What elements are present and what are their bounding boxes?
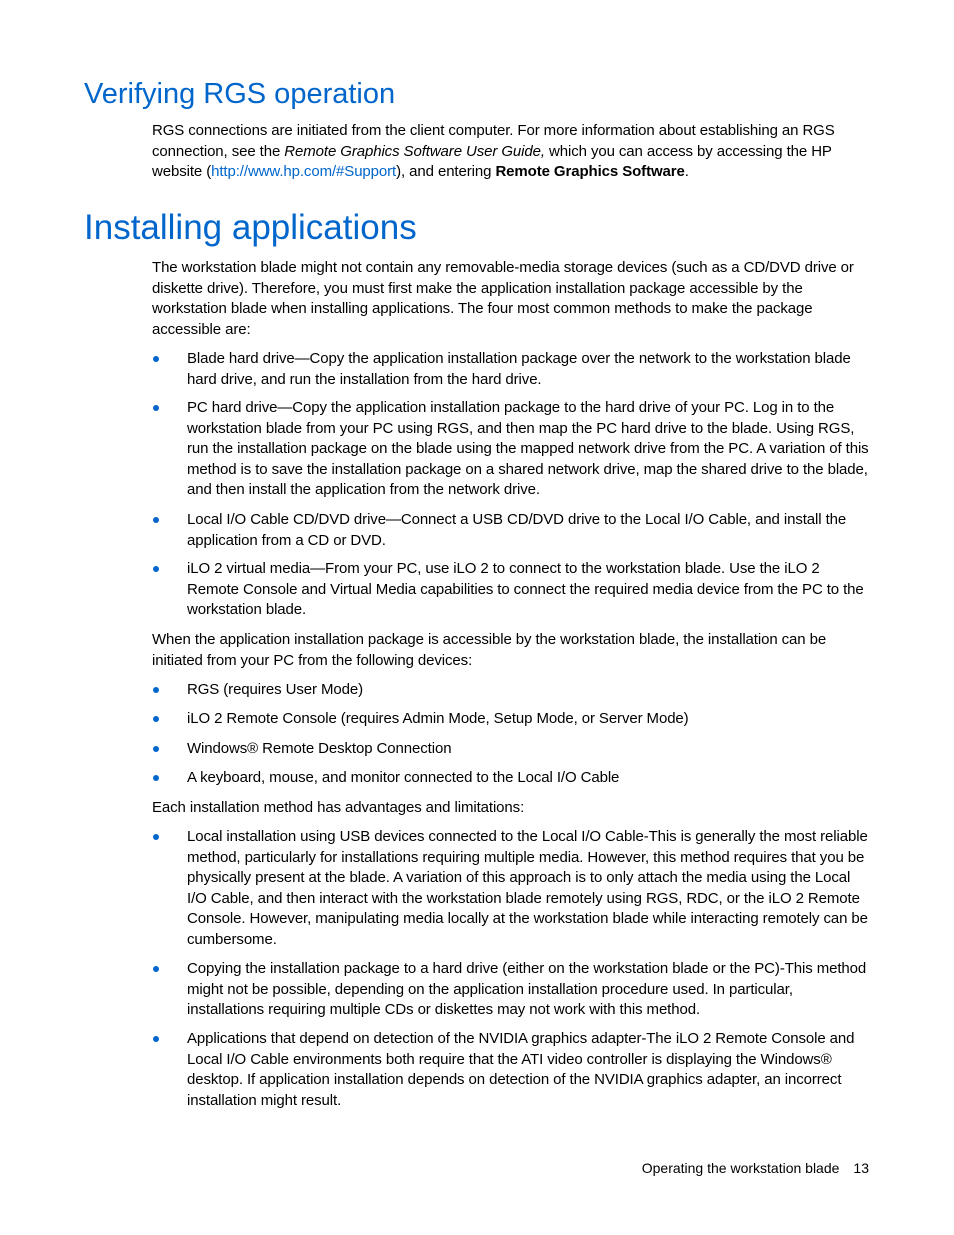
page-number: 13 <box>853 1160 869 1176</box>
rgs-text-1: RGS connections are initiated from the client computer. For more information about establishing an RGS connection, see the <box>152 122 835 160</box>
devices-intro-paragraph: When the application installation package is accessible by the workstation blade, the installation can be initiated from your PC from the following devices: <box>152 631 827 669</box>
rgs-guide-title: Remote Graphics Software User Guide, <box>284 142 545 160</box>
bullet-icon <box>153 746 159 752</box>
bullet-icon <box>153 517 159 523</box>
list-item <box>152 959 874 1021</box>
list-item <box>152 739 874 760</box>
list-item-text: RGS (requires User Mode) <box>187 681 363 698</box>
rgs-text-4: . <box>684 163 689 181</box>
list-item <box>152 349 874 390</box>
list-item-text: Windows® Remote Desktop Connection <box>187 740 452 757</box>
list-item <box>152 510 874 551</box>
heading-verifying-rgs: Verifying RGS operation <box>84 78 396 110</box>
rgs-text-2: which you can access by accessing the HP website ( <box>152 142 832 181</box>
install-intro-paragraph: The workstation blade might not contain any removable-media storage devices (such as a CD/DVD drive or diskette drive). Therefore, you must first make the application installation package accessible by the workstation blade when installing applications. The four most common methods to make the package accessible are: <box>152 259 854 338</box>
list-item-text: iLO 2 virtual media—From your PC, use iLO 2 to connect to the workstation blade. Use the iLO 2 Remote Console and Virtual Media capabilities to connect the required media device from the PC to the workstation blade. <box>187 560 864 619</box>
list-item-text: PC hard drive—Copy the application installation package to the hard drive of your PC. Log in to the workstation blade from your PC using RGS, and then map the PC hard drive to the blade. Using RGS, run the installation package on the blade using the mapped network drive from the PC. A variation of this method is to save the installation package on a shared network drive, map the shared drive to the blade, and then install the application from the network drive. <box>187 399 869 499</box>
bullet-icon <box>153 966 159 972</box>
rgs-paragraph <box>152 121 874 183</box>
advantages-intro-paragraph: Each installation method has advantages and limitations: <box>152 799 525 816</box>
list-item <box>152 768 874 789</box>
rgs-software-term: Remote Graphics Software <box>495 163 685 181</box>
bullet-icon <box>153 566 159 572</box>
list-item <box>152 559 874 621</box>
list-item <box>152 1029 874 1111</box>
bullet-icon <box>153 716 159 722</box>
list-item-text: A keyboard, mouse, and monitor connected to the Local I/O Cable <box>187 769 620 786</box>
bullet-icon <box>153 687 159 693</box>
list-item <box>152 680 874 701</box>
heading-installing-applications: Installing applications <box>84 208 417 247</box>
list-item <box>152 827 874 951</box>
bullet-icon <box>153 405 159 411</box>
list-item-text: iLO 2 Remote Console (requires Admin Mode, Setup Mode, or Server Mode) <box>187 710 689 727</box>
list-item-text: Local I/O Cable CD/DVD drive—Connect a USB CD/DVD drive to the Local I/O Cable, and install the application from a CD or DVD. <box>187 511 847 549</box>
list-item-text: Applications that depend on detection of the NVIDIA graphics adapter-The iLO 2 Remote Console and Local I/O Cable environments both require that the ATI video controller is displaying the Windows® desktop. If application installation depends on detection of the NVIDIA graphics adapter, an incorrect installation might result. <box>187 1030 855 1109</box>
list-item <box>152 398 874 501</box>
page-footer <box>642 1158 869 1178</box>
list-item-text: Blade hard drive—Copy the application installation package over the network to the workstation blade hard drive, and run the installation from the hard drive. <box>187 350 851 388</box>
list-item-text: Copying the installation package to a hard drive (either on the workstation blade or the PC)-This method might not be possible, depending on the application installation procedure used. In particular, installations requiring multiple CDs or diskettes may not work with this method. <box>187 960 867 1019</box>
bullet-icon <box>153 1036 159 1042</box>
bullet-icon <box>153 834 159 840</box>
bullet-icon <box>153 775 159 781</box>
rgs-text-3: ), and entering <box>396 163 496 181</box>
hp-support-link[interactable]: http://www.hp.com/#Support <box>211 163 397 181</box>
bullet-icon <box>153 356 159 362</box>
footer-section-title: Operating the workstation blade <box>641 1160 840 1176</box>
list-item <box>152 709 874 730</box>
list-item-text: Local installation using USB devices connected to the Local I/O Cable-This is generally the most reliable method, particularly for installations requiring multiple media. However, this method requires that you be physically present at the blade. A variation of this approach is to only attach the media using the Local I/O Cable, and then interact with the workstation blade remotely using RGS, RDC, or the iLO 2 Remote Console. However, manipulating media locally at the workstation blade while interacting remotely can be cumbersome. <box>187 828 868 948</box>
